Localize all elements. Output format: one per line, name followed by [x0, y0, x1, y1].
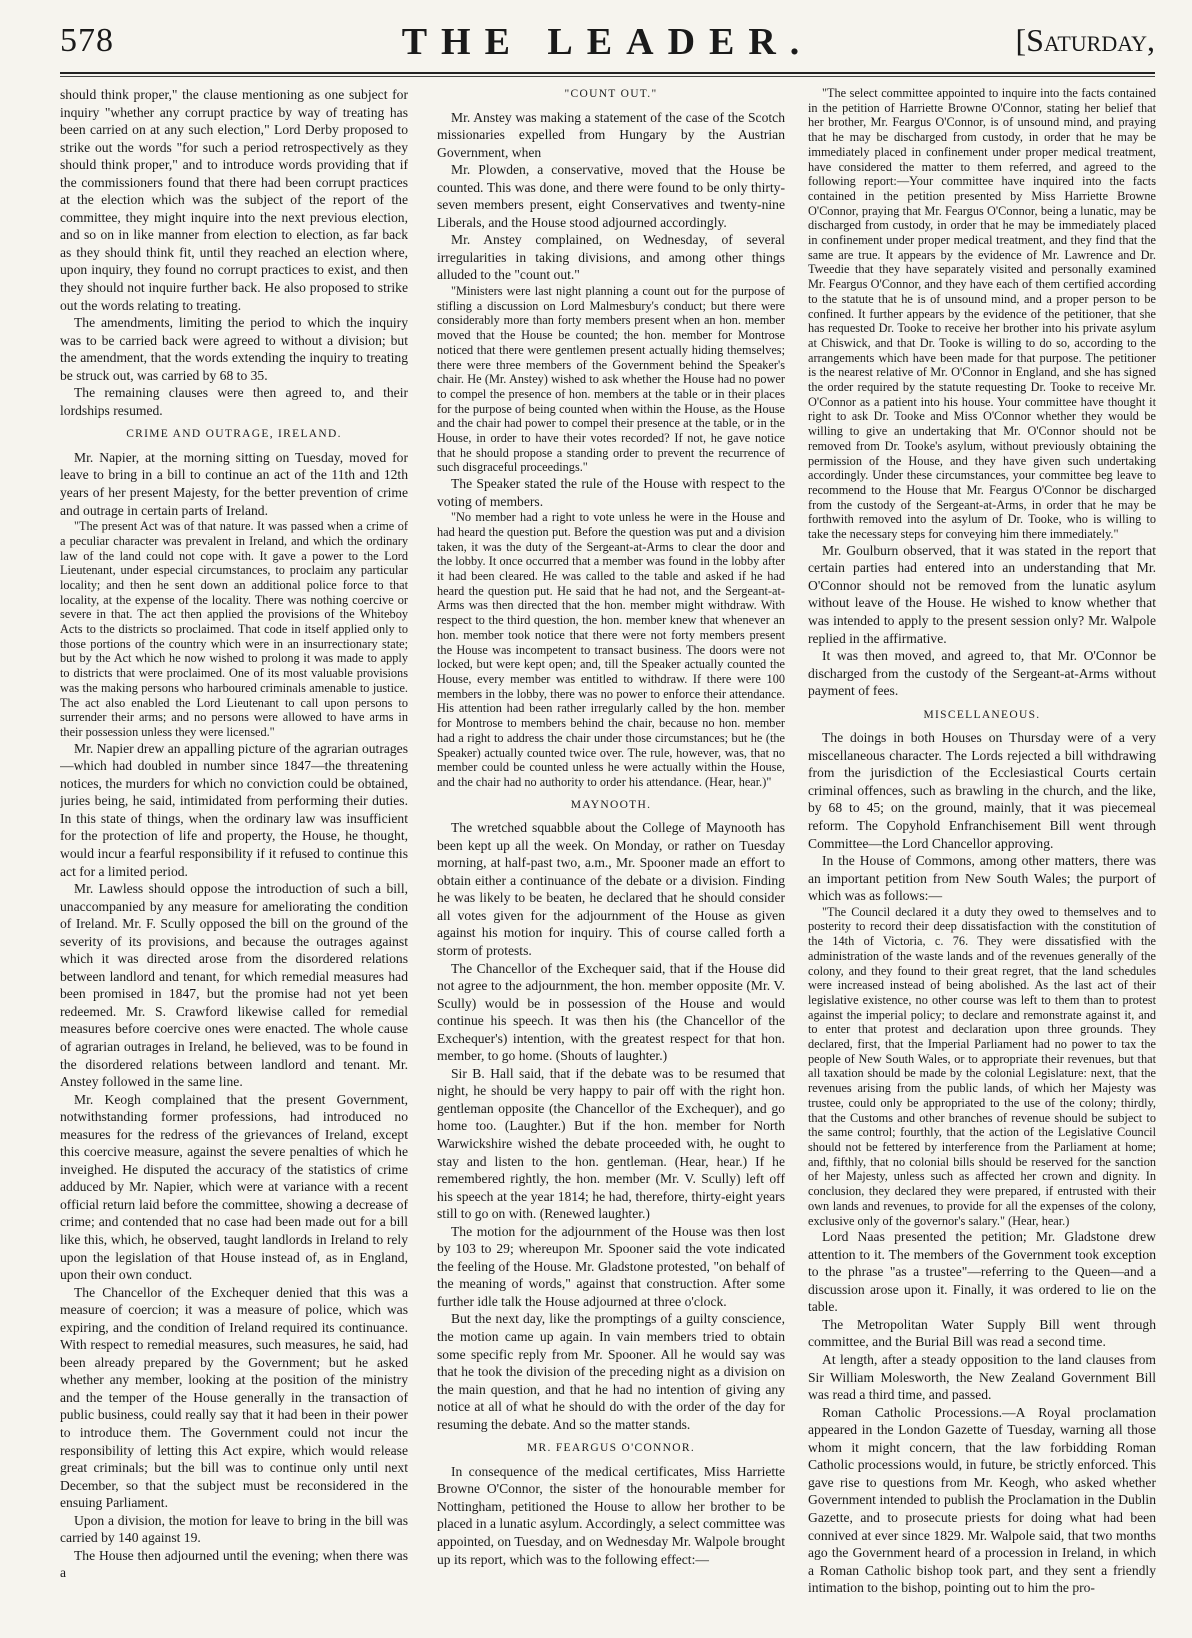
paragraph: should think proper," the clause mentioning as one subject for inquiry "whether any corrupt practice by way of treating has been carried on at any such election," Lord Derby proposed to strike out the words "for such a period retrospectively as they should think proper," and to introduce words providing that if the commissioners found that there had been corrupt practices at the election which was the subject of the report of the committee, they might inquire into the next previous election, and so on in like manner from election to election, as far back as they should think fit, until they reached an election where, upon inquiry, they found no corrupt practices to exist, and then they should not inquire further back. He also proposed to strike out the words relating to treating.	[60, 87, 408, 313]
paragraph: But the next day, like the promptings of a guilty conscience, the motion came up again. In vain members tried to obtain some specific reply from Mr. Spooner. All he would say was that he took the division of the preceding night as a division on the main question, and that he had no intention of giving any notice at all of what he should do with the order of the day for resuming the debate. And so the matter stands.	[437, 1311, 785, 1432]
quoted-passage: "No member had a right to vote unless he were in the House and had heard the question put. Before the question was put and a division taken, it was the duty of the Sergeant-at-Arms to clear the door and the lobby. It once occurred that a member was found in the lobby after it had been cleared. He was called to the table and asked if he had heard the question put. He said that he had not, and the Sergeant-at-Arms was then directed that the hon. member might withdraw. With respect to the third question, the hon. member knew that whenever an hon. member took notice that there were not forty members present the House was incompetent to transact business. The doors were not locked, but were kept open; and, till the Speaker actually counted the House, every member was entitled to withdraw. If there were 100 members in the lobby, there was no power to enforce their attendance. His attention had been rather irregularly called by the hon. member for Montrose to members behind the chair, because no hon. member had a right to address the chair under those circumstances; but he (the Speaker) actually counted twice over. The rule, however, was, that no member could be counted unless he were actually within the House, and the chair had no authority to order his attendance. (Hear, hear.)"	[437, 510, 785, 789]
quoted-passage: "The Council declared it a duty they owed to themselves and to posterity to record their deep dissatisfaction with the constitution of the 14th of Victoria, c. 76. They were dissatisfied with the administration of the waste lands and of the revenues generally of the colony, and they found to their great regret, that the land schedules were increased instead of being abolished. As the last act of their legislative existence, no other course was left to them than to protest against the imperial policy; to declare and remonstrate against it, and to enter that protest and declaration upon three grounds. They declared, first, that the Imperial Parliament had no power to tax the people of New South Wales, or to appropriate their revenues, but that all taxation should be made by the colonial Legislature: next, that the revenues arising from the public lands, of which her Majesty was trustee, could only be appropriated to the use of the colony; thirdly, that the Customs and other branches of revenue should be subject to the same control; fourthly, that the action of the Legislative Council should not be fettered by interference from the Parliament at home; and, fifthly, that no colonial bills should be reserved for the sanction of her Majesty, unless such as affected her crown and dignity. In conclusion, they declared they were prepared, if entrusted with their own lands and revenues, to provide for all the expenses of the colony, exclusive only of the governor's salary." (Hear, hear.)	[808, 904, 1156, 1228]
paragraph: Upon a division, the motion for leave to bring in the bill was carried by 140 against 19.	[60, 1512, 408, 1546]
paragraph: The Speaker stated the rule of the House with respect to the voting of members.	[437, 476, 785, 509]
section-heading: MISCELLANEOUS.	[923, 708, 1041, 721]
paragraph: The Chancellor of the Exchequer denied that this was a measure of coercion; it was a measure of police, which was expiring, and the condition of Ireland required its continuance. With respect to remedial measures, such measures, he said, had been already prepared by the Government; but he asked whether any member, looking at the position of the ministry and the temper of the House generally in the transaction of public business, could really say that it had been in their power to introduce them. The Government could not incur the responsibility of letting this Act expire, which would release great criminals; but the bill was to continue only until next December, so that the subject must be reconsidered in the ensuing Parliament.	[60, 1284, 408, 1511]
quoted-passage: "Ministers were last night planning a count out for the purpose of stifling a discussion on Lord Malmesbury's conduct; but there were considerably more than forty members present when an hon. member moved that the House be counted; the hon. member for Montrose noticed that there were gentlemen present actually hiding themselves; there were three members of the Government behind the Speaker's chair. He (Mr. Anstey) wished to ask whether the House had no power to compel the presence of hon. members at the table or in their places for the purpose of being counted when within the House, as the House and the chair had power to compel their presence at the table, or in the House, in order to have their votes recorded? If not, he gave notice that he should propose a standing order to prevent the recurrence of such disgraceful proceedings."	[437, 284, 785, 475]
paragraph: The Chancellor of the Exchequer said, that if the House did not agree to the adjournment, the hon. member opposite (Mr. V. Scully) would be in possession of the House and would continue his speech. It was then his (the Chancellor of the Exchequer's) intention, with the greatest respect for that hon. member, to go home. (Shouts of laughter.)	[437, 960, 785, 1064]
column-3	[808, 86, 1156, 1634]
paragraph: Roman Catholic Processions.—A Royal proclamation appeared in the London Gazette of Tuesday, warning all those whom it might concern, that the law forbidding Roman Catholic processions would, in future, be strictly enforced. This gave rise to questions from Mr. Keogh, who asked whether Government intended to publish the Proclamation in the Dublin Gazette, and to prosecute priests for doing what had been connived at ever since 1829. Mr. Walpole said, that two months ago the Government heard of a procession in Ireland, in which a Roman Catholic bishop took part, and they sent a friendly intimation to the bishop, pointing out to him the pro-	[808, 1404, 1156, 1596]
paragraph: Mr. Anstey complained, on Wednesday, of several irregularities in taking divisions, and among other things alluded to the "count out."	[437, 232, 785, 283]
paragraph: Mr. Lawless should oppose the introduction of such a bill, unaccompanied by any measure for ameliorating the condition of Ireland. Mr. F. Scully opposed the bill on the ground of the severity of its provisions, and because the outrages against which it was directed arose from the disordered relations between landlord and tenant, for which remedial measures had been promised in 1847, but the promise had not yet been redeemed. Mr. S. Crawford likewise called for remedial measures before coercive ones were enacted. The whole cause of agrarian outrages in Ireland, he believed, was to be found in the disordered relations between landlord and tenant. Mr. Anstey followed in the same line.	[60, 881, 408, 1090]
paragraph: The House then adjourned until the evening; when there was a	[60, 1547, 408, 1581]
masthead	[60, 18, 1155, 74]
paragraph: Mr. Keogh complained that the present Government, notwithstanding former professions, had introduced no measures for the redress of the grievances of Ireland, except this coercive measure, against the severe penalties of which he inveighed. He disputed the accuracy of the statistics of crime adduced by Mr. Napier, which were at variance with a recent official return laid before the committee, showing a decrease of crime; and contended that no case had been made out for a bill like this, which, he observed, taught landlords in Ireland to rely upon the legislation of that House instead of, as in England, upon their own conduct.	[60, 1091, 408, 1283]
masthead-rule	[60, 76, 1155, 77]
quoted-passage: "The select committee appointed to inquire into the facts contained in the petition of Harriette Browne O'Connor, stating her belief that her brother, Mr. Feargus O'Connor, is of unsound mind, and praying that he may be discharged from custody, in order that he may be immediately placed in confinement under proper medical treatment, have considered the matter to them referred, and agreed to the following report:—Your committee have inquired into the facts contained in the petition presented by Miss Harriette Browne O'Connor, praying that Mr. Feargus O'Connor, being a lunatic, may be discharged from custody, in order that he may be immediately placed in confinement under proper medical treatment, and they find that the same are true. It appears by the evidence of Mr. Lawrence and Dr. Tweedie that they have separately visited and personally examined Mr. Feargus O'Connor, and they have each of them certified according to the statute that he is of unsound mind, and a proper person to be confined. It further appears by the evidence of the petitioner, that she has requested Dr. Tooke to receive her brother into his private asylum at Chiswick, and that Dr. Tooke is willing to do so, according to the arrangements which have been made for that purpose. The petitioner is the nearest relative of Mr. O'Connor in England, and she has signed the order required by the statute requesting Dr. Tooke to receive Mr. O'Connor as a patient into his house. Your committee have thought it right to ask Dr. Tooke and Miss O'Connor whether they would be willing to give an undertaking that Mr. O'Connor should not be removed from Dr. Tooke's asylum, without previously obtaining the permission of the House, and they have given such undertaking accordingly. Under these circumstances, your committee beg leave to recommend to the House that Mr. Feargus O'Connor be discharged from the custody of the Sergeant-at-Arms, in order that he may be forthwith removed into the asylum of Dr. Tooke, who is willing to take the necessary steps for conveying him there immediately."	[808, 86, 1156, 542]
newspaper-title: THE LEADER.	[401, 21, 814, 63]
paragraph: It was then moved, and agreed to, that Mr. O'Connor be discharged from the custody of the Sergeant-at-Arms without payment of fees.	[808, 648, 1156, 699]
paragraph: Mr. Anstey was making a statement of the case of the Scotch missionaries expelled from Hungary by the Austrian Government, when	[437, 109, 785, 160]
section-heading: MAYNOOTH.	[570, 798, 652, 811]
section-heading: "COUNT OUT."	[564, 88, 658, 100]
column-2	[437, 86, 785, 1634]
paragraph: The amendments, limiting the period to which the inquiry was to be carried back were agreed to without a division; but the amendment, that the words extending the inquiry to treating be struck out, was carried by 68 to 35.	[60, 315, 408, 383]
paragraph: Mr. Plowden, a conservative, moved that the House be counted. This was done, and there were found to be only thirty-seven members present, eight Conservatives and twenty-nine Liberals, and the House stood adjourned accordingly.	[437, 162, 785, 230]
column-1	[60, 86, 408, 1634]
paragraph: The wretched squabble about the College of Maynooth has been kept up all the week. On Monday, or rather on Tuesday morning, at half-past two, a.m., Mr. Spooner made an effort to obtain either a continuance of the debate or a division. Finding he was likely to be beaten, he declared that he should consider all votes given for the adjournment of the House as given against his motion for inquiry. This of course called forth a storm of protests.	[437, 820, 785, 958]
paragraph: Sir B. Hall said, that if the debate was to be resumed that night, he should be very happy to pair off with the right hon. gentleman opposite (the Chancellor of the Exchequer), and go home too. (Laughter.) But if the hon. member for North Warwickshire wished the debate proceeded with, he ought to stay and listen to the hon. gentleman. (Hear, hear.) If he remembered rightly, the hon. member (Mr. V. Scully) left off his speech at the year 1814; he had, therefore, thirty-eight years still to go on with. (Renewed laughter.)	[437, 1065, 785, 1222]
section-heading: MR. FEARGUS O'CONNOR.	[526, 1442, 696, 1455]
paragraph: The motion for the adjournment of the House was then lost by 103 to 29; whereupon Mr. Spooner said the vote indicated the feeling of the House. Mr. Gladstone protested, "on behalf of the meaning of words," against that construction. After some further idle talk the House adjourned at three o'clock.	[437, 1223, 785, 1309]
paragraph: The remaining clauses were then agreed to, and their lordships resumed.	[60, 385, 408, 418]
paragraph: The doings in both Houses on Thursday were of a very miscellaneous character. The Lords rejected a bill withdrawing from the jurisdiction of the Ecclesiastical Courts certain criminal offences, such as brawling in the church, and the like, by 68 to 45; on the ground, mainly, that it was piecemeal reform. The Copyhold Enfranchisement Bill went through Committee—the Lord Chancellor approving.	[808, 730, 1156, 851]
quoted-passage: "The present Act was of that nature. It was passed when a crime of a peculiar character was prevalent in Ireland, and which the ordinary law of the land could not cope with. It gave a power to the Lord Lieutenant, under especial circumstances, to proclaim any particular locality; and then he sent down an additional police force to that locality, at the expense of the locality. There was nothing coercive or severe in that. The act then applied the provisions of the Whiteboy Acts to the districts so proclaimed. That code in itself applied only to those portions of the country which were in an insurrectionary state; but by the Act which he now wished to prolong it was made to apply to districts that were proclaimed. One of its most valuable provisions was the making persons who harboured criminals amenable to justice. The act also enabled the Lord Lieutenant to call upon persons to surrender their arms; and no persons were allowed to have arms in their possession unless they were licensed."	[60, 519, 408, 739]
paragraph: The Metropolitan Water Supply Bill went through committee, and the Burial Bill was read a second time.	[808, 1316, 1156, 1350]
paragraph: Mr. Napier drew an appalling picture of the agrarian outrages—which had doubled in number since 1847—the threatening notices, the murders for which no conviction could be obtained, juries being, he said, intimidated from performing their duties. In this state of things, when the ordinary law was insufficient for the protection of life and property, the House, he thought, would incur a fearful responsibility if it refused to continue this act for a limited period.	[60, 740, 408, 879]
paragraph: Lord Naas presented the petition; Mr. Gladstone drew attention to it. The members of the Government took exception to the phrase "as a trustee"—referring to the Queen—and a discussion arose upon it. Finally, it was ordered to lie on the table.	[808, 1229, 1156, 1315]
paragraph: In consequence of the medical certificates, Miss Harriette Browne O'Connor, the sister of the honourable member for Nottingham, petitioned the House to allow her brother to be placed in a lunatic asylum. Accordingly, a select committee was appointed, on Tuesday, and on Wednesday Mr. Walpole brought up its report, which was to the following effect:—	[437, 1463, 785, 1567]
paragraph: Mr. Goulburn observed, that it was stated in the report that certain parties had entered into an understanding that Mr. O'Connor should not be removed from the lunatic asylum without leave of the House. He wished to know whether that was intended to apply to the present session only? Mr. Walpole replied in the affirmative.	[808, 542, 1156, 646]
paragraph: At length, after a steady opposition to the land clauses from Sir William Molesworth, the New Zealand Government Bill was read a third time, and passed.	[808, 1352, 1156, 1403]
paragraph: In the House of Commons, among other matters, there was an important petition from New South Wales; the purport of which was as follows:—	[808, 853, 1156, 904]
paragraph: Mr. Napier, at the morning sitting on Tuesday, moved for leave to bring in a bill to continue an act of the 11th and 12th years of her present Majesty, for the better prevention of crime and outrage in certain parts of Ireland.	[60, 449, 408, 518]
section-heading: CRIME AND OUTRAGE, IRELAND.	[126, 428, 342, 441]
issue-day: [Saturday,	[1015, 22, 1155, 58]
page-number: 578	[60, 22, 114, 59]
